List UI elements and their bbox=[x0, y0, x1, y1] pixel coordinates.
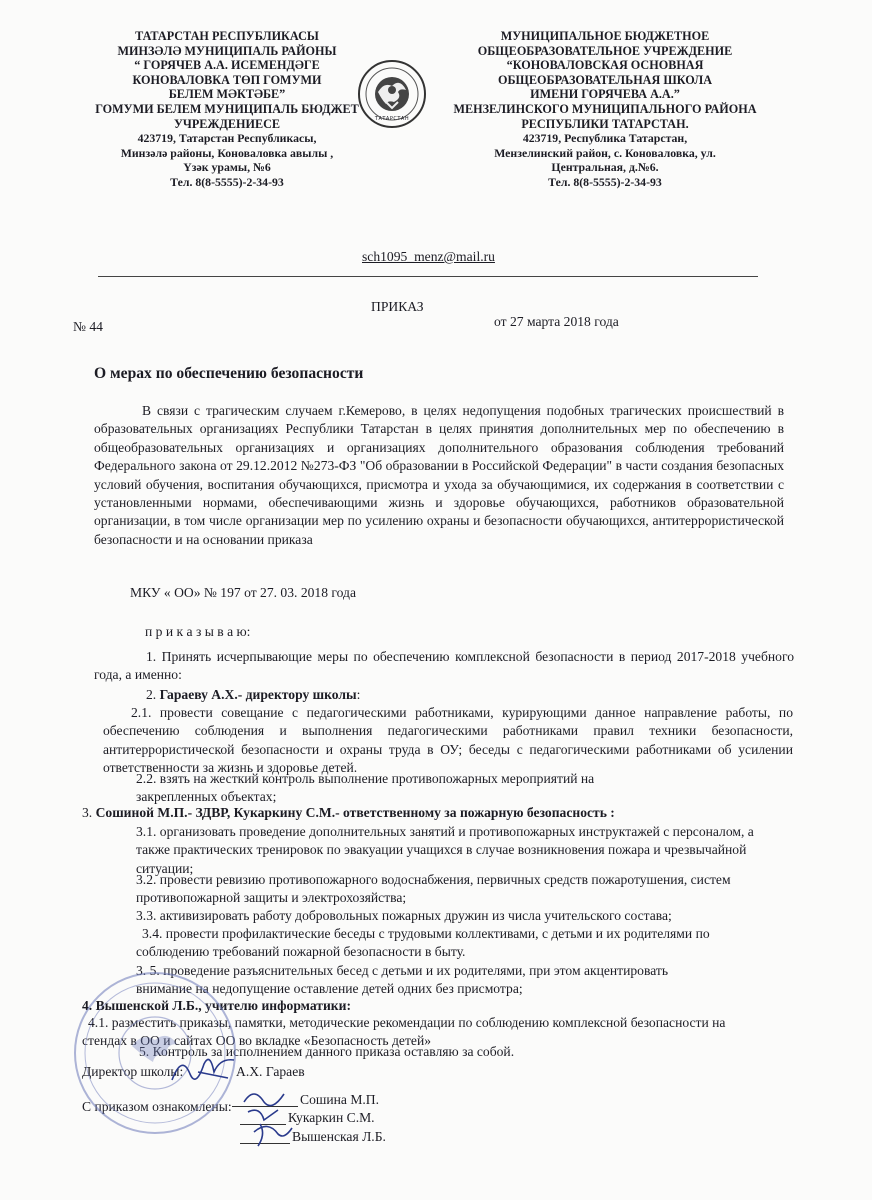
ack-name: Сошина М.П. bbox=[300, 1092, 380, 1107]
header-left-line: ГОМУМИ БЕЛЕМ МУНИЦИПАЛЬ БЮДЖЕТ bbox=[95, 101, 359, 116]
header-right-line: МЕНЗЕЛИНСКОГО МУНИЦИПАЛЬНОГО РАЙОНА bbox=[453, 101, 757, 116]
ack-name: Вышенская Л.Б. bbox=[292, 1129, 386, 1144]
header-left-line: “ ГОРЯЧЕВ А.А. ИСЕМЕНДӘГЕ bbox=[134, 58, 320, 73]
ack-name: Кукаркин С.М. bbox=[288, 1110, 375, 1125]
page-title: О мерах по обеспечению безопасности bbox=[94, 365, 364, 382]
header-left-line: Үзәк урамы, №6 bbox=[183, 160, 271, 175]
header-right-line: ИМЕНИ ГОРЯЧЕВА А.А.” bbox=[530, 87, 680, 102]
item-2-2: 2.2. взять на жесткий контроль выполнение противопожарных мероприятий на bbox=[136, 771, 595, 786]
ack-label: С приказом ознакомлены: bbox=[82, 1099, 232, 1114]
header-right-line: Центральная, д.№6. bbox=[551, 160, 659, 175]
item-2-1: 2.1. провести совещание с педагогическими работниками, курирующими данное направление работы, по обеспечению соблюдения и выполнения педагогическими работниками правил техники безопасности, антитеррористической безопасности и охраны труда в ОУ; беседы с педагогическими работниками об усилении ответственности за жизнь и здоровье детей. bbox=[103, 705, 793, 776]
header-right-line: РЕСПУБЛИКИ ТАТАРСТАН. bbox=[521, 116, 689, 131]
tatarstan-emblem bbox=[356, 58, 428, 130]
header-right-line: 423719, Республика Татарстан, bbox=[522, 131, 688, 146]
item-3-5: 3. 5. проведение разъяснительных бесед с детьми и их родителями, при этом акцентировать внимание на недопущение оставление детей одних без присмотра; bbox=[136, 963, 669, 997]
header-right-line: Тел. 8(8-5555)-2-34-93 bbox=[548, 174, 662, 189]
header-right-line: ОБЩЕОБРАЗОВАТЕЛЬНОЕ УЧРЕЖДЕНИЕ bbox=[477, 43, 733, 58]
item-3-4: 3.4. провести профилактические беседы с трудовыми коллективами, с детьми и их родителями по соблюдению требований пожарной безопасности в быту. bbox=[136, 926, 710, 960]
item-5: 5. Контроль за исполнением данного приказа оставляю за собой. bbox=[139, 1044, 515, 1059]
item-3-1: 3.1. организовать проведение дополнительных занятий и противопожарных инструктажей с персоналом, а также практических тренировок по эвакуации учащихся в случае возникновения пожара и чрезвычайной ситуации; bbox=[136, 824, 754, 876]
item-2-suffix: : bbox=[356, 687, 361, 702]
ack-signature bbox=[236, 1082, 306, 1152]
item-3-assignees: Сошиной М.П.- ЗДВР, Кукаркину С.М.- ответственному за пожарную безопасность : bbox=[95, 805, 615, 820]
header-left-line: МИНЗӘЛӘ МУНИЦИПАЛЬ РАЙОНЫ bbox=[117, 43, 337, 58]
order-word: п р и к а з ы в а ю: bbox=[145, 624, 251, 639]
header-right-line: МУНИЦИПАЛЬНОЕ БЮДЖЕТНОЕ bbox=[500, 29, 710, 43]
intro-paragraph: В связи с трагическим случаем г.Кемерово, в целях недопущения подобных трагических происшествий в образовательных организациях Республики Татарстан в целях принятия дополнительных мер по обеспечению в общеобразовательных организациях и организациях дополнительного образования соблюдения требований Федерального закона от 29.12.2012 №273-ФЗ "Об образовании в Российской Федерации" в части создания безопасных условий обучения, воспитания обучающихся, присмотра и ухода за обучающимися, их содержания в соответствии с установленными нормами, обеспечивающими жизнь и здоровье обучающихся, работников образовательной организации, в том числе организации мер по усилению охраны и безопасности обучающихся, антитеррористической безопасности и на основании приказа bbox=[94, 403, 784, 547]
header-left-block bbox=[88, 29, 366, 190]
item-4-1: 4.1. разместить приказы, памятки, методические рекомендации по соблюдению комплексной безопасности на стендах в ОО и сайтах ОО во вкладке «Безопасность детей» bbox=[82, 1015, 726, 1049]
intro-reference: МКУ « ОО» № 197 от 27. 03. 2018 года bbox=[130, 585, 357, 600]
item-2-2-cont: закрепленных объектах; bbox=[136, 789, 277, 804]
item-3-2: 3.2. провести ревизию противопожарного водоснабжения, первичных средств пожаротушения, систем противопожарной защиты и электрохозяйства; bbox=[136, 872, 731, 906]
item-3 bbox=[82, 804, 615, 822]
item-2-assignee: Гараеву А.Х.- директору школы bbox=[159, 687, 357, 702]
header-right-block bbox=[434, 29, 776, 190]
header-left-line: ТАТАРСТАН РЕСПУБЛИКАСЫ bbox=[135, 29, 319, 43]
order-date: от 27 марта 2018 года bbox=[494, 314, 619, 329]
header-right-line: ОБЩЕОБРАЗОВАТЕЛЬНАЯ ШКОЛА bbox=[497, 72, 712, 87]
header-right-line: “КОНОВАЛОВСКАЯ ОСНОВНАЯ bbox=[506, 58, 704, 73]
header-left-line: Минзәлә районы, Коноваловка авылы , bbox=[120, 145, 334, 160]
header-left-line: БЕЛЕМ МӘКТӘБЕ” bbox=[168, 87, 286, 102]
item-3-prefix: 3. bbox=[82, 805, 96, 820]
item-1: 1. Принять исчерпывающие меры по обеспечению комплексной безопасности в период 2017-2018 учебного года, а именно: bbox=[94, 649, 794, 683]
email-link[interactable]: sch1095_menz@mail.ru bbox=[362, 249, 495, 264]
header-left-line: УЧРЕЖДЕНИЕСЕ bbox=[173, 116, 281, 131]
emblem-text: ТАТАРСТАН bbox=[374, 116, 410, 122]
director-label: Директор школы: bbox=[82, 1064, 184, 1079]
doc-type: ПРИКАЗ bbox=[371, 299, 424, 314]
item-2 bbox=[146, 686, 360, 704]
header-left-line: 423719, Татарстан Республикасы, bbox=[137, 131, 317, 146]
item-2-prefix: 2. bbox=[146, 687, 160, 702]
header-left-line: КОНОВАЛОВКА ТӨП ГОМУМИ bbox=[132, 72, 322, 87]
director-name: А.Х. Гараев bbox=[236, 1064, 305, 1079]
item-3-3: 3.3. активизировать работу добровольных пожарных дружин из числа учительского состава; bbox=[136, 908, 672, 923]
item-4: 4. Вышенской Л.Б., учителю информатики: bbox=[82, 998, 351, 1013]
header-divider bbox=[98, 276, 758, 277]
header-right-line: Мензелинский район, с. Коноваловка, ул. bbox=[494, 145, 716, 160]
order-number: № 44 bbox=[73, 319, 103, 334]
header-left-line: Тел. 8(8-5555)-2-34-93 bbox=[170, 174, 284, 189]
